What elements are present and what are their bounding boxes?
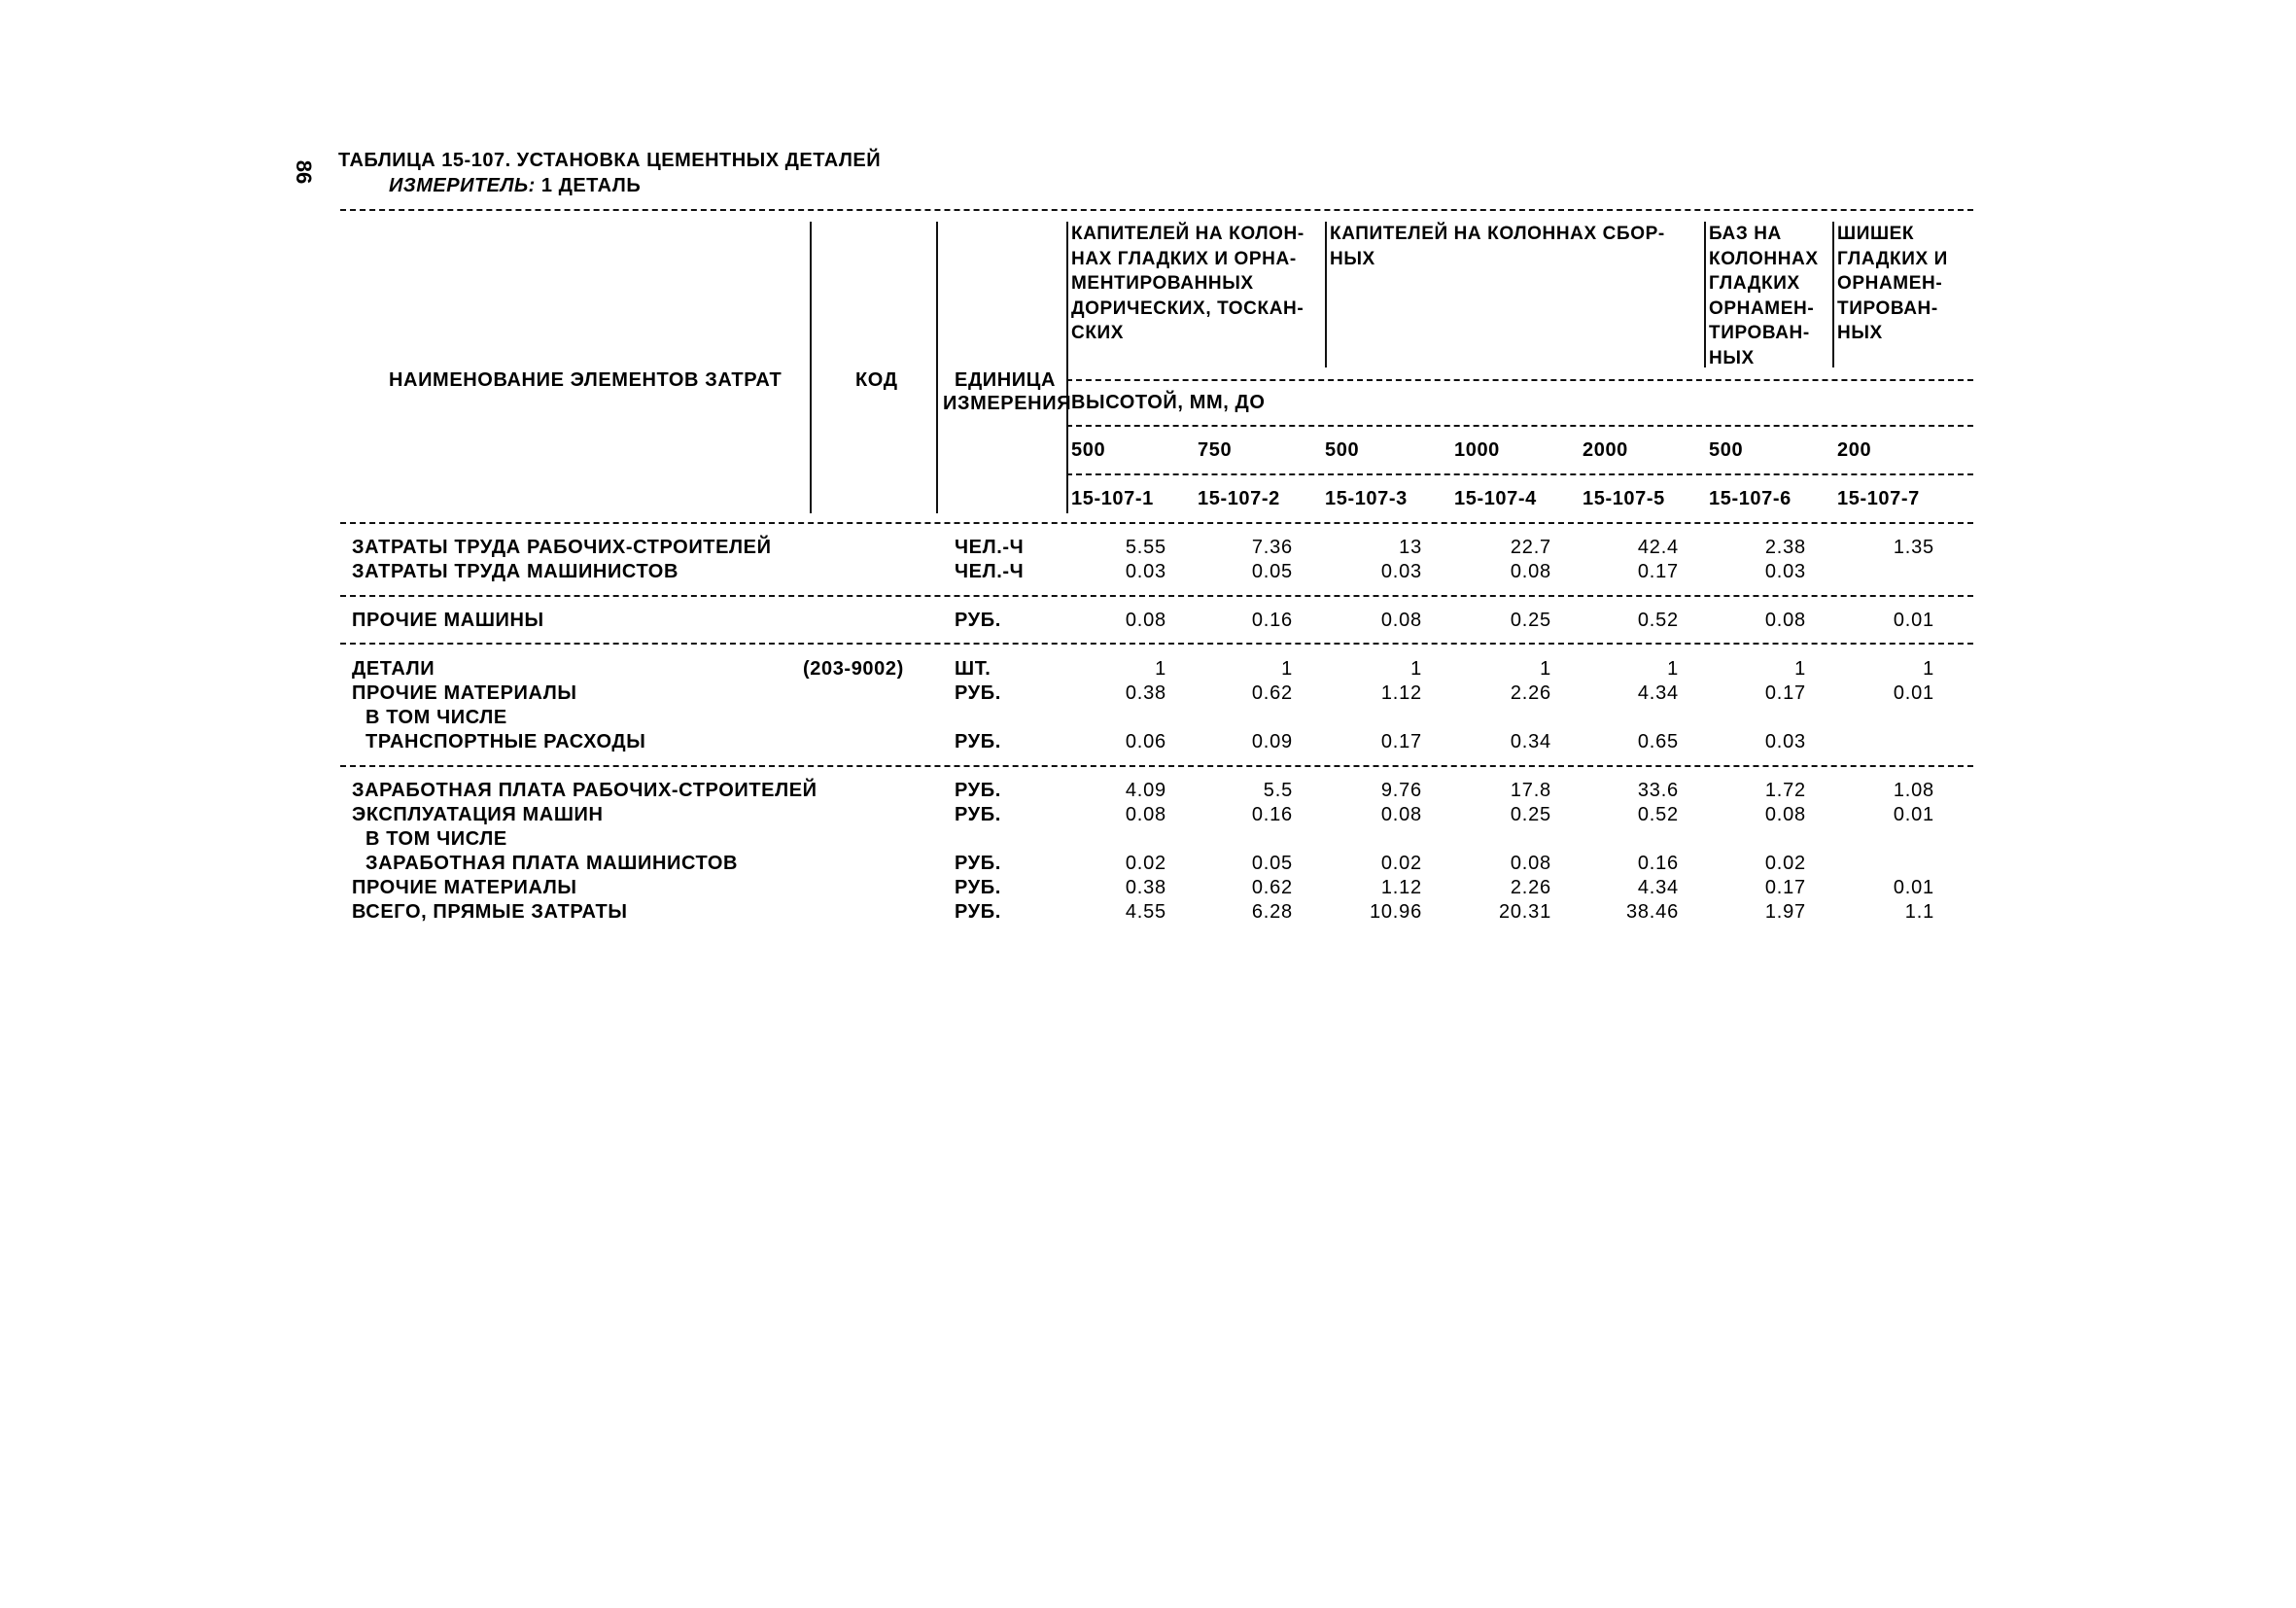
header-group-4-line: ТИРОВАН-	[1837, 297, 1938, 319]
row-name: ЭКСПЛУАТАЦИЯ МАШИН	[352, 804, 604, 825]
header-rule-3	[1066, 473, 1973, 475]
row-value: 0.08	[1380, 804, 1422, 825]
header-group-3-line: ТИРОВАН-	[1709, 323, 1810, 343]
meter-label: ИЗМЕРИТЕЛЬ:	[389, 175, 536, 196]
header-group-3-line: ГЛАДКИХ	[1709, 273, 1800, 294]
row-value: 0.17	[1764, 682, 1806, 704]
row-name: ПРОЧИЕ МАШИНЫ	[352, 610, 544, 631]
row-value: 22.7	[1510, 537, 1551, 558]
row-value: 0.01	[1893, 804, 1934, 825]
table-title: ТАБЛИЦА 15-107. УСТАНОВКА ЦЕМЕНТНЫХ ДЕТАЛЕЙ	[338, 150, 882, 171]
code-cell: 15-107-3	[1325, 488, 1408, 509]
row-value: 0.52	[1637, 804, 1679, 825]
row-name: ПРОЧИЕ МАТЕРИАЛЫ	[352, 877, 577, 898]
row-value: 0.38	[1125, 877, 1166, 898]
header-group-1	[1071, 222, 1305, 346]
row-value: 42.4	[1637, 537, 1679, 558]
row-value: 0.01	[1893, 610, 1934, 631]
row-value: 33.6	[1637, 780, 1679, 801]
row-value: 4.34	[1637, 682, 1679, 704]
height-cell: 500	[1709, 439, 1744, 461]
row-value: 4.09	[1125, 780, 1166, 801]
col-sep-unit	[1066, 222, 1068, 513]
row-name: ЗАРАБОТНАЯ ПЛАТА МАШИНИСТОВ	[365, 853, 739, 874]
header-bottom-rule	[340, 522, 1973, 524]
header-height-label: ВЫСОТОЙ, ММ, ДО	[1071, 392, 1266, 413]
row-value: 2.26	[1510, 877, 1551, 898]
header-group-4	[1837, 222, 1948, 346]
row-value: 0.08	[1125, 804, 1166, 825]
row-value: 0.16	[1637, 853, 1679, 874]
header-unit-line1: ЕДИНИЦА	[955, 369, 1057, 391]
row-value: 0.62	[1251, 682, 1293, 704]
header-group-1-line: СКИХ	[1071, 323, 1125, 343]
col-sep-g2	[1704, 222, 1706, 367]
header-group-3-line: ОРНАМЕН-	[1709, 297, 1815, 319]
header-code-col: КОД	[855, 369, 898, 391]
row-name: В ТОМ ЧИСЛЕ	[365, 828, 507, 850]
row-value: 1	[1410, 658, 1422, 680]
row-value: 0.08	[1380, 610, 1422, 631]
header-group-2-line: КАПИТЕЛЕЙ НА КОЛОННАХ СБОР-	[1330, 224, 1665, 244]
table-top-rule	[340, 209, 1973, 211]
row-name: ЗАРАБОТНАЯ ПЛАТА РАБОЧИХ-СТРОИТЕЛЕЙ	[352, 780, 818, 801]
row-unit: РУБ.	[955, 901, 1001, 923]
header-name-col: НАИМЕНОВАНИЕ ЭЛЕМЕНТОВ ЗАТРАТ	[389, 369, 783, 391]
height-cell: 200	[1837, 439, 1872, 461]
row-value: 1.35	[1893, 537, 1934, 558]
code-cell: 15-107-2	[1198, 488, 1280, 509]
row-value: 10.96	[1369, 901, 1422, 923]
row-name: ДЕТАЛИ	[352, 658, 435, 680]
row-unit: РУБ.	[955, 780, 1001, 801]
header-unit-line2: ИЗМЕРЕНИЯ	[943, 393, 1072, 414]
header-group-4-line: НЫХ	[1837, 323, 1883, 343]
row-value: 0.25	[1510, 804, 1551, 825]
row-value: 1	[1155, 658, 1166, 680]
row-value: 0.03	[1764, 561, 1806, 582]
row-value: 38.46	[1625, 901, 1679, 923]
row-name: ТРАНСПОРТНЫЕ РАСХОДЫ	[365, 731, 646, 752]
row-unit: РУБ.	[955, 853, 1001, 874]
row-unit: РУБ.	[955, 731, 1001, 752]
col-sep-name	[810, 222, 812, 513]
row-value: 0.05	[1251, 561, 1293, 582]
code-cell: 15-107-6	[1709, 488, 1792, 509]
code-cell: 15-107-7	[1837, 488, 1920, 509]
row-value: 0.17	[1380, 731, 1422, 752]
header-group-3	[1709, 222, 1819, 370]
header-group-1-line: НАХ ГЛАДКИХ И ОРНА-	[1071, 248, 1297, 269]
row-value: 4.34	[1637, 877, 1679, 898]
row-value: 2.38	[1764, 537, 1806, 558]
row-value: 20.31	[1498, 901, 1551, 923]
row-value: 1	[1540, 658, 1551, 680]
header-group-2-line: НЫХ	[1330, 248, 1375, 269]
height-cell: 1000	[1454, 439, 1500, 461]
section-rule-3	[340, 765, 1973, 767]
row-value: 9.76	[1380, 780, 1422, 801]
row-value: 0.16	[1251, 804, 1293, 825]
row-value: 17.8	[1510, 780, 1551, 801]
header-rule-1	[1066, 379, 1973, 381]
row-value: 0.17	[1764, 877, 1806, 898]
row-value: 0.17	[1637, 561, 1679, 582]
row-value: 0.06	[1125, 731, 1166, 752]
row-value: 0.09	[1251, 731, 1293, 752]
code-cell: 15-107-5	[1583, 488, 1665, 509]
row-name: ЗАТРАТЫ ТРУДА РАБОЧИХ-СТРОИТЕЛЕЙ	[352, 537, 772, 558]
row-value: 0.08	[1764, 804, 1806, 825]
row-value: 0.62	[1251, 877, 1293, 898]
row-value: 0.16	[1251, 610, 1293, 631]
row-value: 0.25	[1510, 610, 1551, 631]
row-value: 0.03	[1380, 561, 1422, 582]
section-rule-2	[340, 643, 1973, 645]
header-group-4-line: ГЛАДКИХ И	[1837, 248, 1948, 269]
row-name: ПРОЧИЕ МАТЕРИАЛЫ	[352, 682, 577, 704]
section-rule-1	[340, 595, 1973, 597]
row-unit: РУБ.	[955, 877, 1001, 898]
row-unit: РУБ.	[955, 682, 1001, 704]
row-value: 1	[1281, 658, 1293, 680]
row-value: 13	[1399, 537, 1422, 558]
row-value: 0.03	[1125, 561, 1166, 582]
code-cell: 15-107-1	[1071, 488, 1154, 509]
code-cell: 15-107-4	[1454, 488, 1537, 509]
col-sep-g3	[1832, 222, 1834, 367]
header-group-3-line: НЫХ	[1709, 347, 1755, 368]
row-value: 0.08	[1125, 610, 1166, 631]
header-group-4-line: ШИШЕК	[1837, 224, 1915, 244]
row-value: 0.03	[1764, 731, 1806, 752]
row-value: 1.1	[1904, 901, 1934, 923]
row-value: 0.65	[1637, 731, 1679, 752]
row-value: 1.72	[1764, 780, 1806, 801]
height-cell: 500	[1071, 439, 1106, 461]
row-value: 1.12	[1380, 877, 1422, 898]
row-value: 1.08	[1893, 780, 1934, 801]
row-unit: РУБ.	[955, 804, 1001, 825]
header-group-1-line: МЕНТИРОВАННЫХ	[1071, 273, 1254, 294]
height-cell: 750	[1198, 439, 1233, 461]
row-value: 0.38	[1125, 682, 1166, 704]
row-name: ЗАТРАТЫ ТРУДА МАШИНИСТОВ	[352, 561, 679, 582]
row-value: 1	[1923, 658, 1934, 680]
row-value: 0.08	[1510, 561, 1551, 582]
row-value: 1	[1667, 658, 1679, 680]
header-rule-2	[1066, 425, 1973, 427]
row-unit: РУБ.	[955, 610, 1001, 631]
row-value: 0.02	[1125, 853, 1166, 874]
header-group-3-line: КОЛОННАХ	[1709, 248, 1819, 269]
header-group-1-line: КАПИТЕЛЕЙ НА КОЛОН-	[1071, 224, 1305, 244]
row-value: 1.97	[1764, 901, 1806, 923]
meter-line	[389, 175, 641, 197]
row-value: 1	[1794, 658, 1806, 680]
row-value: 4.55	[1125, 901, 1166, 923]
height-cell: 2000	[1583, 439, 1628, 461]
meter-value: 1 ДЕТАЛЬ	[540, 175, 642, 196]
row-value: 0.52	[1637, 610, 1679, 631]
row-value: 0.01	[1893, 682, 1934, 704]
header-group-2	[1330, 222, 1665, 271]
col-sep-code	[936, 222, 938, 513]
row-value: 1.12	[1380, 682, 1422, 704]
header-group-3-line: БАЗ НА	[1709, 224, 1782, 244]
row-value: 0.05	[1251, 853, 1293, 874]
row-value: 7.36	[1251, 537, 1293, 558]
row-unit: ЧЕЛ.-Ч	[955, 537, 1025, 558]
row-value: 0.08	[1764, 610, 1806, 631]
row-value: 5.5	[1263, 780, 1293, 801]
row-value: 0.02	[1764, 853, 1806, 874]
page-number: 86	[292, 159, 317, 185]
header-group-1-line: ДОРИЧЕСКИХ, ТОСКАН-	[1071, 297, 1305, 319]
col-sep-g1	[1325, 222, 1327, 367]
height-cell: 500	[1325, 439, 1360, 461]
row-name: ВСЕГО, ПРЯМЫЕ ЗАТРАТЫ	[352, 901, 628, 923]
row-name: В ТОМ ЧИСЛЕ	[365, 707, 507, 728]
row-value: 0.08	[1510, 853, 1551, 874]
row-code: (203-9002)	[803, 658, 904, 680]
row-value: 6.28	[1251, 901, 1293, 923]
header-group-4-line: ОРНАМЕН-	[1837, 273, 1943, 294]
row-value: 0.02	[1380, 853, 1422, 874]
row-value: 0.01	[1893, 877, 1934, 898]
row-value: 0.34	[1510, 731, 1551, 752]
row-unit: ЧЕЛ.-Ч	[955, 561, 1025, 582]
row-value: 2.26	[1510, 682, 1551, 704]
row-value: 5.55	[1125, 537, 1166, 558]
row-unit: ШТ.	[955, 658, 991, 680]
